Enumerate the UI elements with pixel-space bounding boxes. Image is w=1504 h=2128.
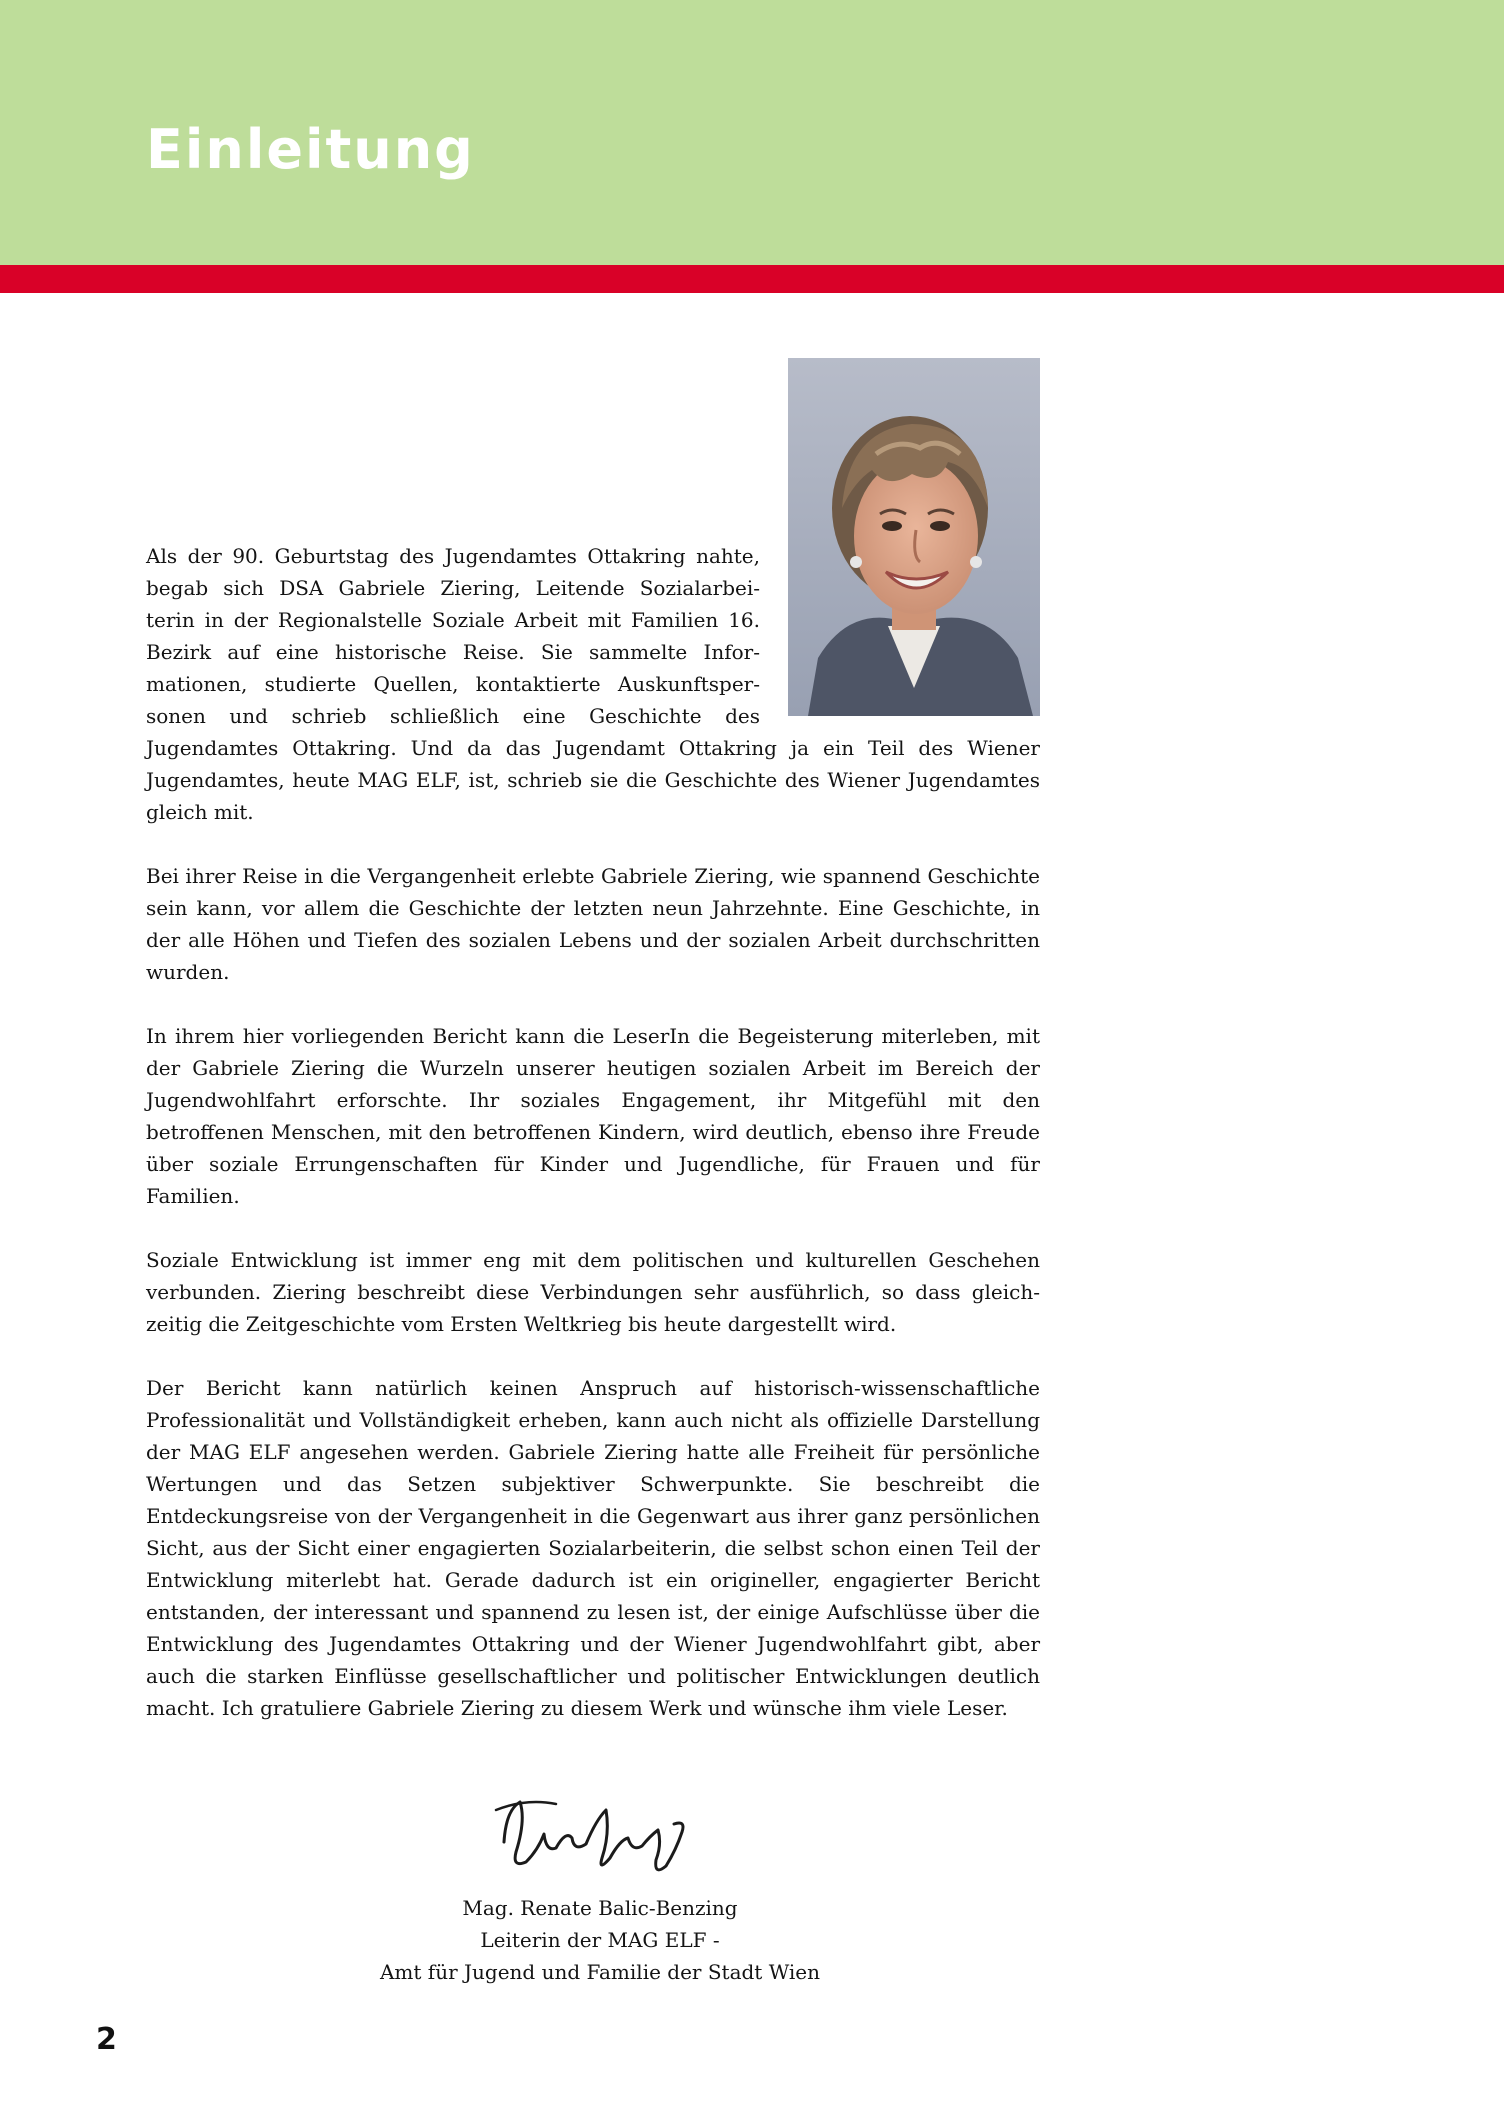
paragraph-3: In ihrem hier vorliegenden Bericht kann die LeserIn die Begeisterung miterleben, mit der Gabriele Ziering die Wurzeln unserer heutigen sozialen Arbeit im Bereich der Jugendwohlfahrt erforschte. Ihr soziales Engagement, ihr Mitgefühl mit den betroffenen Menschen, mit den betroffenen Kindern, wird deutlich, ebenso ihre Freude über soziale Errungenschaften für Kinder und Jugendliche, für Frauen und für Familien. — [146, 1024, 1040, 1208]
paragraph-line: terin in der Regionalstelle Soziale Arbeit mit Familien 16. — [146, 608, 760, 632]
paragraph-1-wrapped — [146, 540, 760, 732]
paragraph-2: Bei ihrer Reise in die Vergangenheit erlebte Gabriele Ziering, wie spannend Geschichte sein kann, vor allem die Geschichte der letzten neun Jahrzehnte. Eine Geschichte, in der alle Höhen und Tiefen des sozialen Lebens und der sozialen Arbeit durchschritten wurden. — [146, 864, 1040, 984]
signature-scribble — [486, 1780, 706, 1892]
portrait-photo — [788, 358, 1040, 716]
page-title: Einleitung — [146, 118, 475, 181]
header-red-stripe — [0, 265, 1504, 293]
paragraph-4: Soziale Entwicklung ist immer eng mit dem politischen und kulturellen Geschehen verbunden. Ziering beschreibt diese Verbindungen sehr ausführlich, so dass gleichzeitig die Zeitgeschichte vom Ersten Weltkrieg bis heute dargestellt wird. — [146, 1248, 1040, 1336]
signature-block — [300, 1892, 900, 1988]
paragraph-line: mationen, studierte Quellen, kontaktierte Auskunftsper- — [146, 672, 760, 696]
handwritten-signature — [486, 1780, 706, 1892]
paragraph-1-continued: Jugendamtes Ottakring. Und da das Jugendamt Ottakring ja ein Teil des Wiener Jugendamtes, heute MAG ELF, ist, schrieb sie die Geschichte des Wiener Jugendamtes gleich mit. — [146, 736, 1040, 824]
paragraph-line: Bezirk auf eine historische Reise. Sie sammelte Infor- — [146, 640, 760, 664]
paragraph-line: sonen und schrieb schließlich eine Geschichte des — [146, 704, 760, 728]
signatory-office: Amt für Jugend und Familie der Stadt Wien — [379, 1960, 821, 1984]
portrait-illustration — [788, 358, 1040, 716]
paragraph-line: begab sich DSA Gabriele Ziering, Leitende Sozialarbei- — [146, 576, 760, 600]
paragraph-5: Der Bericht kann natürlich keinen Anspruch auf historisch-wissenschaftliche Professionalität und Vollständigkeit erheben, kann auch nicht als offizielle Darstellung der MAG ELF angesehen werden. Gabriele Ziering hatte alle Freiheit für persönliche Wertungen und das Setzen subjektiver Schwerpunkte. Sie beschreibt die Entdeckungsreise von der Vergangenheit in die Gegenwart aus ihrer ganz persönlichen Sicht, aus der Sicht einer engagierten Sozialarbeiterin, die selbst schon einen Teil der Entwicklung miterlebt hat. Gerade dadurch ist ein origineller, engagierter Bericht entstanden, der interessant und spannend zu lesen ist, der einige Aufschlüsse über die Entwicklung des Jugendamtes Ottakring und der Wiener Jugendwohlfahrt gibt, aber auch die starken Einflüsse gesellschaftlicher und politischer Entwicklungen deutlich macht. Ich gratuliere Gabriele Ziering zu diesem Werk und wünsche ihm viele Leser. — [146, 1376, 1040, 1720]
signatory-name: Mag. Renate Balic-Benzing — [462, 1896, 738, 1920]
signatory-role: Leiterin der MAG ELF - — [480, 1928, 720, 1952]
paragraph-line: Als der 90. Geburtstag des Jugendamtes Ottakring nahte, — [146, 544, 760, 568]
header-band — [0, 0, 1504, 265]
page-number: 2 — [96, 2022, 117, 2057]
